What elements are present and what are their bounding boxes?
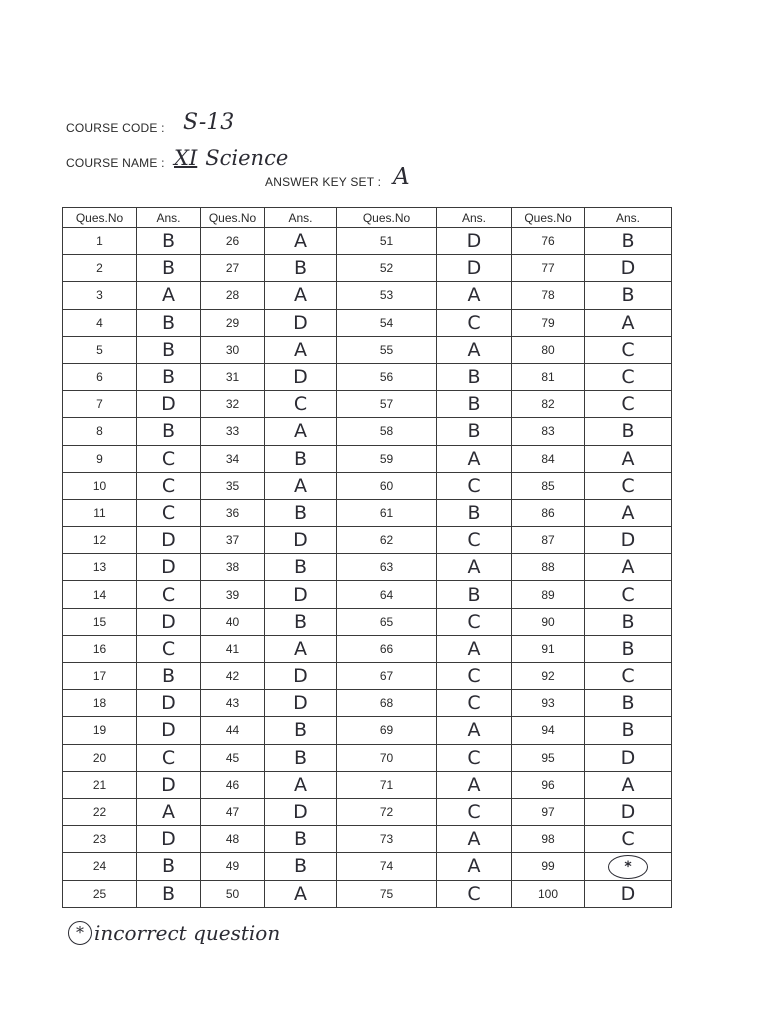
question-number: 9 bbox=[63, 445, 137, 472]
question-number: 6 bbox=[63, 363, 137, 390]
question-number: 43 bbox=[201, 690, 265, 717]
table-row bbox=[63, 771, 672, 798]
answer-cell: C bbox=[585, 336, 672, 363]
answer-cell: B bbox=[437, 418, 512, 445]
answer-cell: D bbox=[137, 690, 201, 717]
answer-cell: A bbox=[265, 418, 337, 445]
answer-cell: B bbox=[265, 499, 337, 526]
question-number: 24 bbox=[63, 853, 137, 880]
question-number: 84 bbox=[512, 445, 585, 472]
answer-cell: D bbox=[137, 771, 201, 798]
answer-cell: A bbox=[265, 472, 337, 499]
question-number: 64 bbox=[337, 581, 437, 608]
answer-cell: D bbox=[265, 690, 337, 717]
question-number: 87 bbox=[512, 527, 585, 554]
question-number: 96 bbox=[512, 771, 585, 798]
table-row bbox=[63, 282, 672, 309]
question-number: 68 bbox=[337, 690, 437, 717]
column-header: Ans. bbox=[137, 208, 201, 228]
question-number: 8 bbox=[63, 418, 137, 445]
question-number: 90 bbox=[512, 608, 585, 635]
answer-cell: C bbox=[137, 635, 201, 662]
answer-cell: C bbox=[137, 499, 201, 526]
table-row bbox=[63, 690, 672, 717]
answer-cell: B bbox=[585, 228, 672, 255]
question-number: 80 bbox=[512, 336, 585, 363]
table-row bbox=[63, 798, 672, 825]
question-number: 60 bbox=[337, 472, 437, 499]
question-number: 59 bbox=[337, 445, 437, 472]
question-number: 19 bbox=[63, 717, 137, 744]
question-number: 75 bbox=[337, 880, 437, 907]
answer-cell: B bbox=[265, 554, 337, 581]
question-number: 23 bbox=[63, 826, 137, 853]
answer-cell: D bbox=[265, 581, 337, 608]
table-row bbox=[63, 717, 672, 744]
answer-cell: B bbox=[137, 363, 201, 390]
answer-cell: A bbox=[265, 771, 337, 798]
answer-cell: B bbox=[137, 309, 201, 336]
question-number: 97 bbox=[512, 798, 585, 825]
answer-cell: B bbox=[437, 391, 512, 418]
question-number: 63 bbox=[337, 554, 437, 581]
answer-cell: B bbox=[437, 363, 512, 390]
answer-cell bbox=[585, 853, 672, 880]
table-row bbox=[63, 499, 672, 526]
answer-cell: C bbox=[437, 309, 512, 336]
question-number: 58 bbox=[337, 418, 437, 445]
answer-cell: D bbox=[437, 228, 512, 255]
question-number: 18 bbox=[63, 690, 137, 717]
question-number: 65 bbox=[337, 608, 437, 635]
question-number: 45 bbox=[201, 744, 265, 771]
question-number: 36 bbox=[201, 499, 265, 526]
question-number: 71 bbox=[337, 771, 437, 798]
answer-cell: A bbox=[265, 336, 337, 363]
answer-cell: B bbox=[265, 445, 337, 472]
answer-cell: A bbox=[585, 445, 672, 472]
column-header: Ques.No bbox=[63, 208, 137, 228]
table-row bbox=[63, 472, 672, 499]
question-number: 11 bbox=[63, 499, 137, 526]
answer-cell: A bbox=[437, 445, 512, 472]
question-number: 88 bbox=[512, 554, 585, 581]
answer-cell: B bbox=[265, 608, 337, 635]
answer-key-body bbox=[63, 228, 672, 908]
answer-cell: B bbox=[137, 228, 201, 255]
question-number: 93 bbox=[512, 690, 585, 717]
answer-cell: C bbox=[437, 527, 512, 554]
answer-cell: A bbox=[437, 826, 512, 853]
question-number: 32 bbox=[201, 391, 265, 418]
question-number: 62 bbox=[337, 527, 437, 554]
answer-cell: C bbox=[265, 391, 337, 418]
answer-cell: D bbox=[585, 880, 672, 907]
question-number: 73 bbox=[337, 826, 437, 853]
column-header: Ques.No bbox=[337, 208, 437, 228]
question-number: 99 bbox=[512, 853, 585, 880]
asterisk-circle-icon: * bbox=[68, 921, 92, 945]
table-row bbox=[63, 309, 672, 336]
answer-cell: A bbox=[437, 717, 512, 744]
question-number: 86 bbox=[512, 499, 585, 526]
answer-key-set-value: A bbox=[393, 164, 410, 190]
question-number: 34 bbox=[201, 445, 265, 472]
column-header: Ques.No bbox=[512, 208, 585, 228]
course-name-class: XI bbox=[174, 146, 198, 170]
table-row bbox=[63, 744, 672, 771]
table-row bbox=[63, 826, 672, 853]
answer-cell: B bbox=[137, 880, 201, 907]
answer-cell: A bbox=[585, 499, 672, 526]
answer-cell: B bbox=[137, 853, 201, 880]
answer-cell: C bbox=[137, 581, 201, 608]
answer-cell: A bbox=[265, 228, 337, 255]
answer-cell: D bbox=[137, 608, 201, 635]
question-number: 61 bbox=[337, 499, 437, 526]
answer-cell: B bbox=[137, 255, 201, 282]
table-row bbox=[63, 336, 672, 363]
column-header: Ans. bbox=[265, 208, 337, 228]
question-number: 7 bbox=[63, 391, 137, 418]
question-number: 77 bbox=[512, 255, 585, 282]
answer-cell: D bbox=[137, 391, 201, 418]
question-number: 56 bbox=[337, 363, 437, 390]
answer-cell: C bbox=[437, 798, 512, 825]
answer-cell: B bbox=[585, 608, 672, 635]
answer-cell: D bbox=[137, 527, 201, 554]
answer-cell: C bbox=[585, 581, 672, 608]
question-number: 92 bbox=[512, 663, 585, 690]
answer-cell: C bbox=[137, 445, 201, 472]
answer-cell: A bbox=[585, 771, 672, 798]
answer-cell: A bbox=[137, 798, 201, 825]
question-number: 85 bbox=[512, 472, 585, 499]
table-row bbox=[63, 853, 672, 880]
answer-cell: A bbox=[137, 282, 201, 309]
answer-cell: B bbox=[585, 282, 672, 309]
answer-cell: B bbox=[265, 717, 337, 744]
question-number: 41 bbox=[201, 635, 265, 662]
question-number: 4 bbox=[63, 309, 137, 336]
question-number: 66 bbox=[337, 635, 437, 662]
answer-key-set-label: ANSWER KEY SET : bbox=[265, 175, 382, 189]
question-number: 17 bbox=[63, 663, 137, 690]
question-number: 67 bbox=[337, 663, 437, 690]
question-number: 69 bbox=[337, 717, 437, 744]
answer-cell: B bbox=[585, 635, 672, 662]
question-number: 40 bbox=[201, 608, 265, 635]
answer-key-table bbox=[62, 207, 672, 908]
answer-cell: C bbox=[137, 744, 201, 771]
question-number: 57 bbox=[337, 391, 437, 418]
question-number: 79 bbox=[512, 309, 585, 336]
answer-cell: A bbox=[437, 853, 512, 880]
question-number: 100 bbox=[512, 880, 585, 907]
course-code-value: S-13 bbox=[183, 110, 235, 135]
question-number: 52 bbox=[337, 255, 437, 282]
question-number: 14 bbox=[63, 581, 137, 608]
question-number: 29 bbox=[201, 309, 265, 336]
question-number: 39 bbox=[201, 581, 265, 608]
table-row bbox=[63, 391, 672, 418]
answer-cell: A bbox=[585, 309, 672, 336]
question-number: 81 bbox=[512, 363, 585, 390]
answer-cell: B bbox=[265, 744, 337, 771]
answer-cell: D bbox=[265, 309, 337, 336]
answer-cell: A bbox=[265, 880, 337, 907]
answer-cell: B bbox=[137, 336, 201, 363]
table-row bbox=[63, 418, 672, 445]
question-number: 26 bbox=[201, 228, 265, 255]
question-number: 89 bbox=[512, 581, 585, 608]
answer-cell: B bbox=[265, 853, 337, 880]
answer-cell: B bbox=[265, 826, 337, 853]
question-number: 12 bbox=[63, 527, 137, 554]
table-row bbox=[63, 635, 672, 662]
asterisk-circle-icon: * bbox=[608, 855, 648, 879]
answer-cell: A bbox=[265, 635, 337, 662]
answer-cell: C bbox=[585, 826, 672, 853]
table-row bbox=[63, 581, 672, 608]
question-number: 78 bbox=[512, 282, 585, 309]
answer-cell: B bbox=[437, 499, 512, 526]
question-number: 47 bbox=[201, 798, 265, 825]
answer-cell: D bbox=[137, 826, 201, 853]
table-row bbox=[63, 445, 672, 472]
question-number: 3 bbox=[63, 282, 137, 309]
question-number: 15 bbox=[63, 608, 137, 635]
question-number: 28 bbox=[201, 282, 265, 309]
question-number: 30 bbox=[201, 336, 265, 363]
answer-cell: B bbox=[265, 255, 337, 282]
table-row bbox=[63, 663, 672, 690]
question-number: 10 bbox=[63, 472, 137, 499]
answer-cell: C bbox=[437, 608, 512, 635]
question-number: 16 bbox=[63, 635, 137, 662]
question-number: 5 bbox=[63, 336, 137, 363]
question-number: 13 bbox=[63, 554, 137, 581]
answer-cell: D bbox=[265, 363, 337, 390]
question-number: 42 bbox=[201, 663, 265, 690]
question-number: 37 bbox=[201, 527, 265, 554]
question-number: 38 bbox=[201, 554, 265, 581]
column-header: Ans. bbox=[585, 208, 672, 228]
question-number: 91 bbox=[512, 635, 585, 662]
answer-cell: D bbox=[585, 255, 672, 282]
answer-cell: B bbox=[137, 663, 201, 690]
footnote bbox=[68, 921, 280, 945]
answer-cell: B bbox=[585, 717, 672, 744]
answer-cell: C bbox=[585, 363, 672, 390]
answer-cell: D bbox=[585, 744, 672, 771]
answer-cell: A bbox=[437, 771, 512, 798]
answer-cell: C bbox=[137, 472, 201, 499]
question-number: 46 bbox=[201, 771, 265, 798]
answer-cell: C bbox=[585, 391, 672, 418]
answer-cell: D bbox=[265, 527, 337, 554]
question-number: 22 bbox=[63, 798, 137, 825]
column-header: Ques.No bbox=[201, 208, 265, 228]
question-number: 33 bbox=[201, 418, 265, 445]
question-number: 70 bbox=[337, 744, 437, 771]
answer-cell: C bbox=[437, 663, 512, 690]
question-number: 44 bbox=[201, 717, 265, 744]
question-number: 48 bbox=[201, 826, 265, 853]
answer-cell: D bbox=[137, 717, 201, 744]
answer-cell: A bbox=[437, 282, 512, 309]
answer-cell: C bbox=[437, 880, 512, 907]
course-code-label: COURSE CODE : bbox=[66, 121, 165, 135]
question-number: 1 bbox=[63, 228, 137, 255]
footnote-text: incorrect question bbox=[94, 921, 281, 945]
answer-cell: A bbox=[265, 282, 337, 309]
answer-cell: D bbox=[265, 798, 337, 825]
question-number: 53 bbox=[337, 282, 437, 309]
question-number: 50 bbox=[201, 880, 265, 907]
answer-cell: D bbox=[585, 527, 672, 554]
question-number: 35 bbox=[201, 472, 265, 499]
table-row bbox=[63, 608, 672, 635]
answer-cell: C bbox=[437, 690, 512, 717]
answer-cell: A bbox=[585, 554, 672, 581]
answer-cell: C bbox=[437, 744, 512, 771]
question-number: 21 bbox=[63, 771, 137, 798]
answer-cell: A bbox=[437, 635, 512, 662]
question-number: 2 bbox=[63, 255, 137, 282]
answer-cell: A bbox=[437, 336, 512, 363]
answer-cell: C bbox=[585, 663, 672, 690]
question-number: 25 bbox=[63, 880, 137, 907]
question-number: 27 bbox=[201, 255, 265, 282]
course-name-subject: Science bbox=[205, 146, 289, 170]
course-name-label: COURSE NAME : bbox=[66, 156, 165, 170]
question-number: 31 bbox=[201, 363, 265, 390]
column-header: Ans. bbox=[437, 208, 512, 228]
question-number: 94 bbox=[512, 717, 585, 744]
question-number: 74 bbox=[337, 853, 437, 880]
question-number: 49 bbox=[201, 853, 265, 880]
question-number: 54 bbox=[337, 309, 437, 336]
answer-cell: C bbox=[585, 472, 672, 499]
table-header-row bbox=[63, 208, 672, 228]
answer-cell: D bbox=[437, 255, 512, 282]
question-number: 95 bbox=[512, 744, 585, 771]
table-row bbox=[63, 363, 672, 390]
answer-cell: C bbox=[437, 472, 512, 499]
question-number: 82 bbox=[512, 391, 585, 418]
question-number: 20 bbox=[63, 744, 137, 771]
table-row bbox=[63, 527, 672, 554]
question-number: 55 bbox=[337, 336, 437, 363]
table-row bbox=[63, 228, 672, 255]
question-number: 72 bbox=[337, 798, 437, 825]
answer-cell: B bbox=[585, 690, 672, 717]
table-row bbox=[63, 880, 672, 907]
question-number: 76 bbox=[512, 228, 585, 255]
question-number: 83 bbox=[512, 418, 585, 445]
table-row bbox=[63, 255, 672, 282]
course-name-value bbox=[174, 146, 288, 170]
question-number: 98 bbox=[512, 826, 585, 853]
answer-cell: B bbox=[585, 418, 672, 445]
answer-cell: D bbox=[137, 554, 201, 581]
answer-cell: B bbox=[437, 581, 512, 608]
answer-cell: B bbox=[137, 418, 201, 445]
answer-cell: D bbox=[265, 663, 337, 690]
table-row bbox=[63, 554, 672, 581]
question-number: 51 bbox=[337, 228, 437, 255]
answer-cell: A bbox=[437, 554, 512, 581]
answer-cell: D bbox=[585, 798, 672, 825]
